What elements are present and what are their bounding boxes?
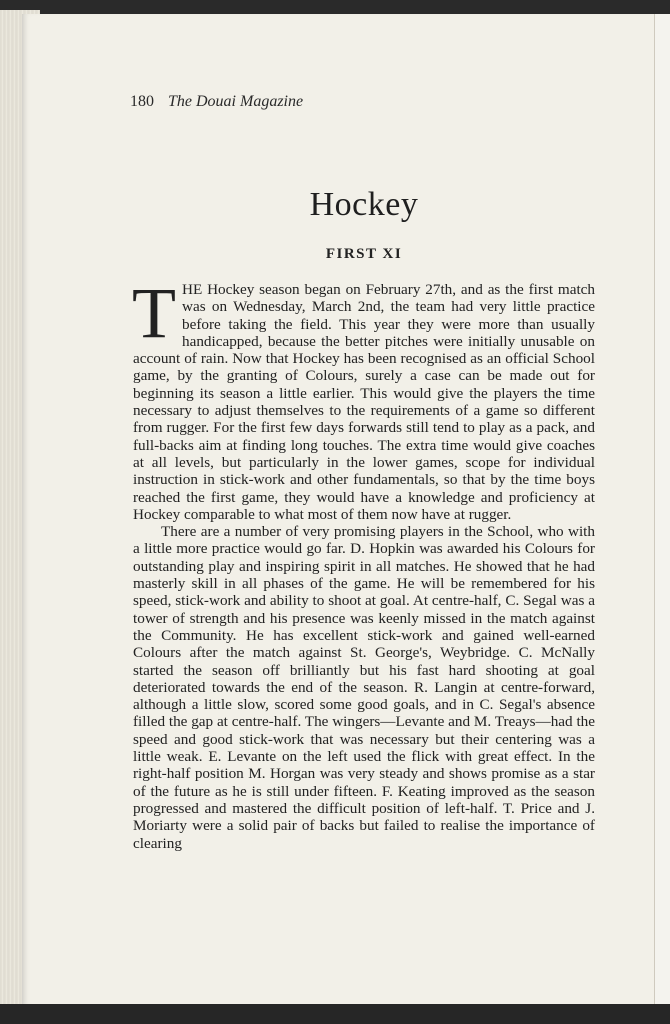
book-right-edge bbox=[654, 14, 670, 1006]
page-number: 180 bbox=[130, 93, 154, 110]
drop-cap: T bbox=[132, 273, 176, 353]
book-bottom-edge bbox=[0, 1004, 670, 1024]
article-body bbox=[132, 273, 595, 852]
running-head bbox=[130, 93, 303, 111]
article-subtitle: FIRST XI bbox=[325, 246, 403, 262]
paragraph-text: HE Hockey season began on February 27th, and as the first match was on Wednesday, March 2nd, the team had very little practice before taking the field. This year they were more than usually handicapped, because the better pitches were initially unusable on account of rain. Now that Hockey has been recognised as an official School game, by the granting of Colours, surely a case can be made out for beginning its season a little earlier. This would give the players the time necessary to adjust themselves to the requirements of a game so different from rugger. For the first few days forwards still tend to play as a pack, and full-backs aim at finding long touches. The extra time would give coaches at all levels, but particularly in the lower games, scope for individual instruction in stick-work and other fundamentals, so that by the time boys reached the first game, they would have a knowledge and proficiency at Hockey comparable to what most of them now have at rugger. bbox=[133, 281, 595, 523]
paragraph bbox=[132, 273, 595, 523]
paragraph: There are a number of very promising players in the School, who with a little more practice would go far. D. Hopkin was awarded his Colours for outstanding play and inspiring spirit in all matches. He showed that he had masterly skill in all phases of the game. He will be remembered for his speed, stick-work and ability to shoot at goal. At centre-half, C. Segal was a tower of strength and his presence was keenly missed in the match against the Community. He has excellent stick-work and gained well-earned Colours after the match against St. George's, Weybridge. C. McNally started the season off brilliantly but his fast hard shooting at goal deteriorated towards the end of the season. R. Langin at centre-forward, although a little slow, scored some good goals, and in C. Segal's absence filled the gap at centre-half. The wingers—Levante and M. Treays—had the speed and good stick-work that was necessary but their centering was a little weak. E. Levante on the left used the flick with great effect. In the right-half position M. Horgan was very steady and shows promise as a star of the future as he is still under fifteen. F. Keating improved as the season progressed and mastered the difficult position of left-half. T. Price and J. Moriarty were a solid pair of backs but failed to realise the importance of clearing bbox=[133, 523, 595, 852]
magazine-title: The Douai Magazine bbox=[168, 93, 304, 110]
article-title: Hockey bbox=[309, 186, 419, 223]
